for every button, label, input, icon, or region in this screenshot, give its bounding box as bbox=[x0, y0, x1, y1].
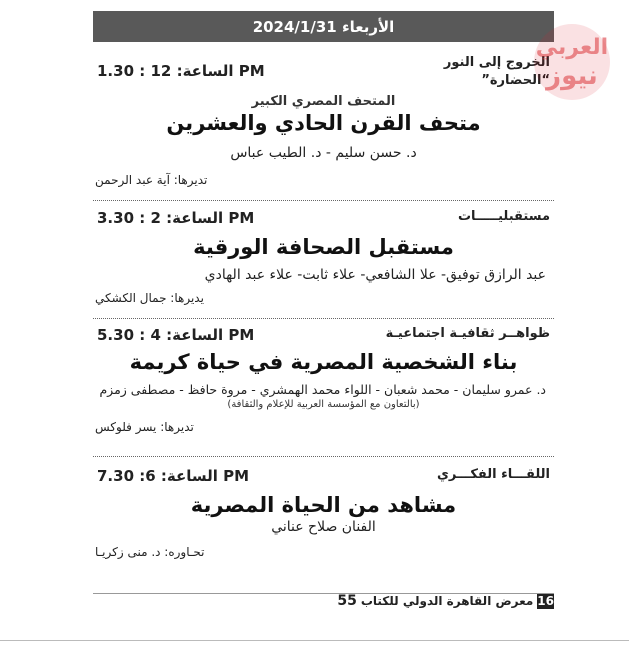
session-speakers: الفنان صلاح عناني bbox=[271, 519, 376, 535]
session-note: (بالتعاون مع المؤسسة العربية للإعلام والثقافة) bbox=[227, 399, 420, 410]
session-time: الساعة: 12 : 1.30 PM bbox=[97, 62, 265, 80]
session-moderator: تحـاوره: د. منى زكريـا bbox=[95, 545, 205, 559]
session-1 bbox=[93, 55, 554, 187]
watermark-text-2: نيوز bbox=[546, 61, 598, 91]
session-3 bbox=[93, 324, 554, 434]
session-title: متحف القرن الحادي والعشرين bbox=[166, 111, 481, 135]
session-time: الساعة: 4 : 5.30 PM bbox=[97, 326, 255, 344]
session-category: مستقبليـــــات bbox=[457, 209, 550, 224]
session-speakers: د. عمرو سليمان - محمد شعبان - اللواء محمد الهمشري - مروة حافظ - مصطفى زمزم bbox=[99, 382, 546, 397]
session-title: مستقبل الصحافة الورقية bbox=[193, 235, 454, 259]
session-2 bbox=[93, 207, 554, 305]
session-moderator: تديرها: يسر فلوكس bbox=[95, 420, 194, 434]
session-4 bbox=[93, 465, 554, 559]
session-subtitle: المتحف المصري الكبير bbox=[251, 94, 396, 109]
category-line-1: الخروج إلى النور bbox=[443, 55, 550, 70]
session-time: الساعة: 6: 7.30 PM bbox=[97, 467, 250, 485]
session-speakers: د. حسن سليم - د. الطيب عباس bbox=[230, 145, 417, 161]
session-time: الساعة: 2 : 3.30 PM bbox=[97, 209, 255, 227]
session-title: مشاهد من الحياة المصرية bbox=[190, 493, 457, 517]
session-category: اللقـــاء الفكـــري bbox=[437, 467, 550, 482]
session-category: ظواهــر ثقافيـة اجتماعيـة bbox=[385, 326, 550, 341]
section-divider bbox=[93, 456, 554, 457]
session-moderator: يديرها: جمال الكشكي bbox=[95, 291, 204, 305]
publication-name: معرض القاهرة الدولي للكتاب bbox=[360, 594, 534, 608]
date-header bbox=[93, 11, 554, 42]
category-line-2: “الحضارة” bbox=[481, 73, 550, 88]
session-speakers: عبد الرازق توفيق- علا الشافعي- علاء ثابت- علاء عبد الهادي bbox=[204, 267, 546, 283]
edition-number: 55 bbox=[337, 593, 357, 609]
session-moderator: تديرها: آية عبد الرحمن bbox=[95, 173, 208, 187]
page-number: 16 bbox=[537, 594, 554, 608]
session-title: بناء الشخصية المصرية في حياة كريمة bbox=[129, 350, 518, 374]
section-divider bbox=[93, 318, 554, 319]
watermark-text-1: العربي bbox=[535, 35, 609, 60]
date-text: الأربعاء 2024/1/31 bbox=[252, 17, 395, 36]
section-divider bbox=[93, 200, 554, 201]
bottom-rule bbox=[0, 640, 629, 641]
watermark-logo bbox=[500, 12, 629, 102]
page-footer bbox=[337, 593, 554, 609]
